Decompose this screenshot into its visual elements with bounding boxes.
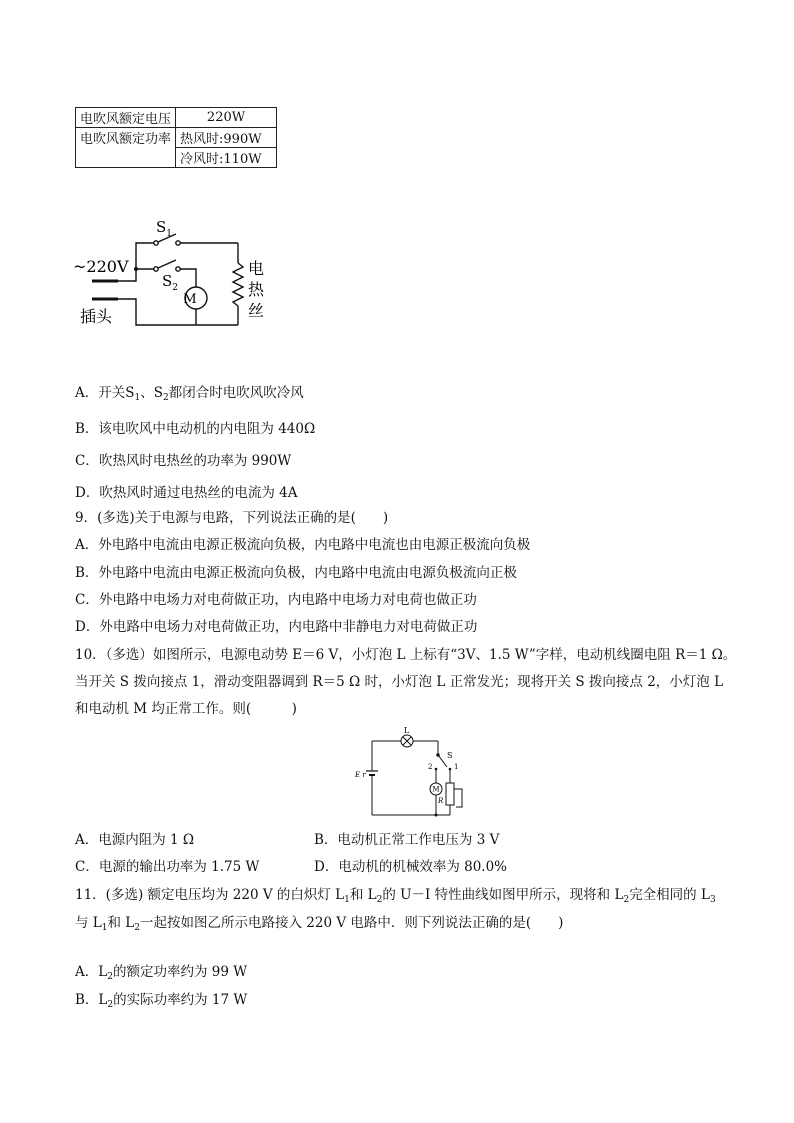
wire-bottom bbox=[118, 299, 238, 325]
rheostat-symbol bbox=[446, 783, 454, 805]
q10-line-2: 当开关 S 拨向接点 1，滑动变阻器调到 R＝5 Ω 时，小灯泡 L 正常发光；现将开关 S 拨向接点 2，小灯泡 L bbox=[75, 674, 724, 690]
power-label: 电吹风额定功率 bbox=[76, 128, 176, 168]
heater-resistor bbox=[233, 263, 243, 306]
rheostat-label: R bbox=[438, 797, 444, 805]
cold-power-value: 冷风时:110W bbox=[176, 148, 277, 168]
hot-power-value: 热风时:990W bbox=[176, 128, 277, 148]
q11-option-b: B．$L_2$的实际功率约为 17 W bbox=[75, 992, 248, 1010]
motor-label: M bbox=[183, 292, 197, 307]
q9-stem: 9．(多选)关于电源与电路，下列说法正确的是( ) bbox=[75, 510, 389, 526]
voltage-label: 电吹风额定电压 bbox=[76, 108, 176, 128]
hair-dryer-circuit bbox=[70, 215, 280, 335]
motor-m-label: M bbox=[432, 785, 440, 794]
q8-option-b: B．该电吹风中电动机的内电阻为 440Ω bbox=[75, 421, 316, 437]
q11-option-a: A．$L_2$的额定功率约为 99 W bbox=[75, 964, 248, 982]
heater-label-1: 电 bbox=[248, 259, 265, 278]
motor-lamp-circuit bbox=[350, 725, 475, 825]
spec-table bbox=[75, 107, 277, 168]
lamp-label: L bbox=[404, 726, 410, 735]
q11-line-1: 11．(多选) 额定电压均为 220 V 的白炽灯 $L_1$和 $L_2$的 U－I 特性曲线如图甲所示，现将和 $L_2$完全相同的 $L_3$ bbox=[75, 887, 716, 905]
q8-option-d: D．吹热风时通过电热丝的电流为 4A bbox=[75, 485, 298, 501]
emf-label: E r bbox=[355, 771, 366, 779]
plug-label: 插头 bbox=[80, 307, 113, 326]
q10-option-d: D．电动机的机械效率为 80.0% bbox=[314, 859, 508, 875]
q9-option-b: B．外电路中电流由电源正极流向负极，内电路中电流由电源负极流向正极 bbox=[75, 565, 517, 581]
q10-option-a: A．电源内阻为 1 Ω bbox=[75, 832, 195, 848]
switch-s2-blade bbox=[158, 260, 176, 268]
q8-option-c: C．吹热风时电热丝的功率为 990W bbox=[75, 453, 292, 469]
q9-option-a: A．外电路中电流由电源正极流向负极，内电路中电流也由电源正极流向负极 bbox=[75, 537, 531, 553]
q9-option-c: C．外电路中电场力对电荷做正功，内电路中电场力对电荷也做正功 bbox=[75, 592, 477, 608]
q10-option-c: C．电源的输出功率为 1.75 W bbox=[75, 859, 260, 875]
s2-label: $S_2$ bbox=[162, 272, 179, 293]
q11-line-2: 与 $L_1$和 $L_2$一起按如图乙所示电路接入 220 V 电路中．则下列说法正确的是( ) bbox=[75, 915, 564, 933]
contact-2-label: 2 bbox=[428, 763, 433, 771]
q9-option-d: D．外电路中电场力对电荷做正功，内电路中非静电力对电荷做正功 bbox=[75, 619, 478, 635]
q10-line-3: 和电动机 M 均正常工作。则( ) bbox=[75, 701, 297, 717]
heater-label-2: 热 bbox=[248, 280, 265, 299]
source-label: ~220V bbox=[73, 257, 129, 276]
s1-label: $S_1$ bbox=[156, 218, 173, 239]
voltage-value: 220W bbox=[176, 108, 277, 128]
heater-label-3: 丝 bbox=[248, 301, 265, 320]
switch-label: S bbox=[447, 751, 453, 760]
q8-option-a: A．开关$S_1$、$S_2$都闭合时电吹风吹冷风 bbox=[75, 385, 304, 403]
q10-line-1: 10．（多选）如图所示，电源电动势 E＝6 V，小灯泡 L 上标有“3V、1.5 W”字样，电动机线圈电阻 R＝1 Ω。 bbox=[75, 647, 737, 663]
contact-1-label: 1 bbox=[454, 763, 459, 771]
q10-option-b: B．电动机正常工作电压为 3 V bbox=[314, 832, 500, 848]
